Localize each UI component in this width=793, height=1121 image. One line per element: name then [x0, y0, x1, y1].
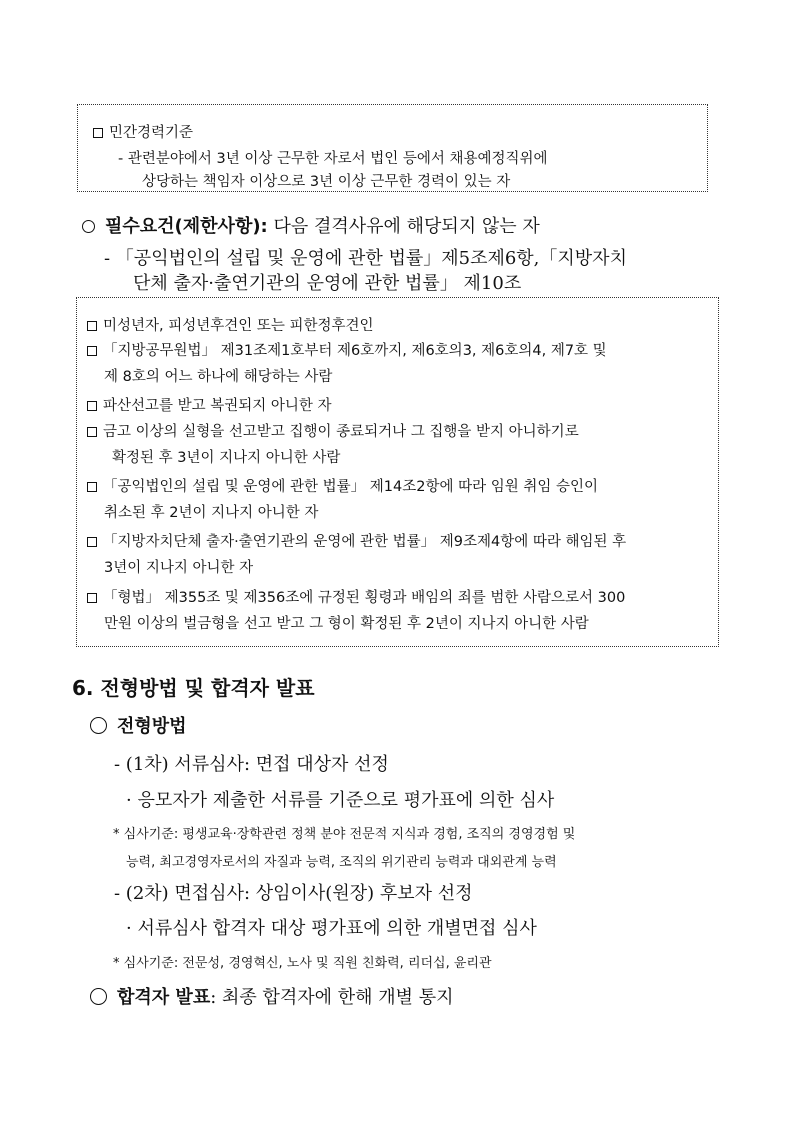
- stage2-detail: · 서류심사 합격자 대상 평가표에 의한 개별면접 심사: [126, 918, 537, 939]
- disqualification-item: [87, 475, 598, 496]
- disqualification-item: [87, 586, 625, 607]
- stage1-line: - (1차) 서류심사: 면접 대상자 선정: [114, 754, 389, 775]
- checkbox-square-icon: [93, 128, 103, 138]
- private-career-line1: - 관련분야에서 3년 이상 근무한 자로서 법인 등에서 채용예정직위에: [118, 151, 548, 167]
- private-career-line2: 상당하는 책임자 이상으로 3년 이상 근무한 경력이 있는 자: [142, 174, 511, 190]
- private-career-title: 민간경력기준: [93, 121, 193, 142]
- checkbox-square-icon: [87, 401, 97, 411]
- method-heading: 전형방법: [90, 712, 187, 738]
- disqualification-item-line2: 제 8호의 어느 하나에 해당하는 사람: [104, 369, 333, 385]
- circle-bullet-icon: [90, 988, 107, 1005]
- disqualification-item-line1: 「지방자치단체 출자·출연기관의 운영에 관한 법률」 제9조제4항에 따라 해임된 후: [103, 534, 627, 550]
- disqualification-item: [87, 314, 374, 335]
- disqualification-item: [87, 420, 579, 441]
- checkbox-square-icon: [87, 537, 97, 547]
- requirements-heading: 필수요건(제한사항): 다음 결격사유에 해당되지 않는 자: [82, 212, 540, 238]
- checkbox-square-icon: [87, 321, 97, 331]
- stage2-criteria: * 심사기준: 전문성, 경영혁신, 노사 및 직원 친화력, 리더십, 윤리관: [113, 956, 492, 971]
- law-reference-line2: 단체 출자·출연기관의 운영에 관한 법률」 제10조: [133, 273, 522, 294]
- disqualification-item-line1: 「공익법인의 설립 및 운영에 관한 법률」 제14조2항에 따라 임원 취임 승인이: [103, 479, 598, 495]
- stage1-criteria-line1: * 심사기준: 평생교육·장학관련 정책 분야 전문적 지식과 경험, 조직의 경영경험 및: [113, 827, 576, 842]
- disqualification-item: [87, 530, 626, 551]
- disqualification-item-line2: 취소된 후 2년이 지나지 아니한 자: [104, 505, 319, 521]
- disqualification-item: [87, 394, 332, 415]
- checkbox-square-icon: [87, 346, 97, 356]
- disqualification-item-line1: 미성년자, 피성년후견인 또는 피한정후견인: [103, 318, 374, 334]
- stage1-criteria-line2: 능력, 최고경영자로서의 자질과 능력, 조직의 위기관리 능력과 대외관계 능력: [126, 855, 557, 870]
- disqualification-item: [87, 339, 607, 360]
- disqualification-item-line1: 「지방공무원법」 제31조제1호부터 제6호까지, 제6호의3, 제6호의4, 제7호 및: [103, 343, 607, 359]
- disqualification-item-line1: 파산선고를 받고 복권되지 아니한 자: [103, 398, 332, 414]
- law-reference-line1: - 「공익법인의 설립 및 운영에 관한 법률」제5조제6항,「지방자치: [104, 248, 627, 269]
- stage1-detail: · 응모자가 제출한 서류를 기준으로 평가표에 의한 심사: [126, 790, 555, 811]
- section-6-title: 6. 전형방법 및 합격자 발표: [72, 676, 315, 700]
- checkbox-square-icon: [87, 427, 97, 437]
- disqualification-item-line1: 「형법」 제355조 및 제356조에 규정된 횡령과 배임의 죄를 범한 사람으로서 300: [103, 590, 626, 606]
- disqualification-item-line2: 확정된 후 3년이 지나지 아니한 사람: [112, 450, 341, 466]
- stage2-line: - (2차) 면접심사: 상임이사(원장) 후보자 선정: [114, 883, 473, 904]
- disqualification-item-line2: 3년이 지나지 아니한 자: [104, 560, 254, 576]
- checkbox-square-icon: [87, 482, 97, 492]
- circle-bullet-icon: [90, 717, 107, 734]
- announcement-line: 합격자 발표: 최종 합격자에 한해 개별 통지: [90, 983, 454, 1009]
- checkbox-square-icon: [87, 593, 97, 603]
- circle-bullet-icon: [82, 220, 95, 233]
- disqualification-item-line2: 만원 이상의 벌금형을 선고 받고 그 형이 확정된 후 2년이 지나지 아니한 사람: [104, 616, 589, 632]
- disqualification-item-line1: 금고 이상의 실형을 선고받고 집행이 종료되거나 그 집행을 받지 아니하기로: [103, 424, 579, 440]
